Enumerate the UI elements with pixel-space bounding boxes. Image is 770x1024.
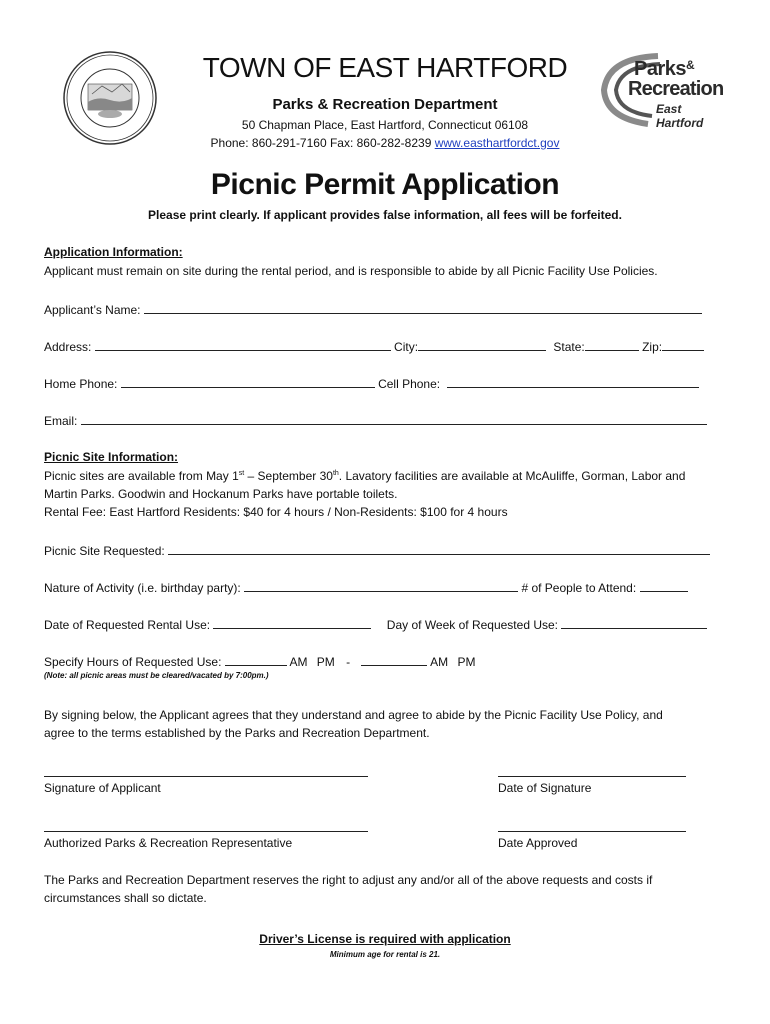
logo-east-hartford: East Hartford: [656, 102, 704, 130]
department-name: Parks & Recreation Department: [272, 96, 498, 113]
date-approved-line[interactable]: [498, 830, 686, 832]
state-field[interactable]: [585, 339, 639, 351]
application-info-text: Applicant must remain on site during the rental period, and is responsible to abide by all Picnic Facility Use Policies.: [44, 264, 658, 278]
avail-sup-st: st: [238, 470, 245, 477]
applicant-signature-line[interactable]: [44, 775, 368, 777]
hours-dash: -: [346, 655, 351, 669]
email-label: Email:: [44, 414, 78, 428]
city-field[interactable]: [418, 339, 546, 351]
clearing-note: (Note: all picnic areas must be cleared/vacated by 7:00pm.): [44, 671, 269, 680]
agreement-line1: By signing below, the Applicant agrees that they understand and agree to abide by the Picnic Facility Use Policy, and: [44, 708, 663, 722]
representative-signature-line[interactable]: [44, 830, 368, 832]
avail-text-b: – September 30: [244, 469, 333, 483]
am-label-1: AM: [289, 655, 308, 669]
logo-parks: Parks: [634, 58, 686, 80]
avail-sup-th: th: [332, 470, 339, 477]
address-row: [44, 339, 704, 354]
am-label-2: AM: [430, 655, 449, 669]
cell-phone-label: Cell Phone:: [378, 377, 441, 391]
zip-field[interactable]: [662, 339, 704, 351]
availability-line2: Martin Parks. Goodwin and Hockanum Parks have portable toilets.: [44, 487, 398, 501]
reserve-line2: circumstances shall so dictate.: [44, 891, 207, 905]
end-hour-field[interactable]: [361, 654, 427, 666]
state-label: State:: [553, 340, 585, 354]
address-field[interactable]: [95, 339, 391, 351]
availability-line1: [44, 469, 685, 483]
avail-text-a: Picnic sites are available from May 1: [44, 469, 239, 483]
logo-recreation: Recreation: [628, 78, 724, 100]
activity-field[interactable]: [244, 580, 518, 592]
activity-label: Nature of Activity (i.e. birthday party):: [44, 581, 241, 595]
home-phone-label: Home Phone:: [44, 377, 118, 391]
site-info-heading: Picnic Site Information:: [44, 450, 179, 464]
pm-label-2: PM: [457, 655, 476, 669]
people-label: # of People to Attend:: [521, 581, 637, 595]
date-of-signature-label: Date of Signature: [498, 781, 592, 795]
pm-label-1: PM: [316, 655, 335, 669]
website-link[interactable]: www.easthartfordct.gov: [434, 136, 560, 150]
form-subtitle: Please print clearly. If applicant provides false information, all fees will be forfeited.: [148, 208, 622, 222]
logo-amp: &: [686, 58, 695, 72]
minimum-age: Minimum age for rental is 21.: [329, 950, 441, 959]
date-row: [44, 617, 707, 632]
phone-fax: Phone: 860-291-7160 Fax: 860-282-8239: [210, 136, 432, 150]
activity-row: [44, 580, 688, 595]
applicant-signature-label: Signature of Applicant: [44, 781, 161, 795]
site-requested-field[interactable]: [168, 543, 710, 555]
rental-date-field[interactable]: [213, 617, 371, 629]
representative-label: Authorized Parks & Recreation Representative: [44, 836, 293, 850]
contact-line: [0, 136, 770, 150]
start-hour-field[interactable]: [225, 654, 287, 666]
address-label: Address:: [44, 340, 92, 354]
agreement-line2: agree to the terms established by the Parks and Recreation Department.: [44, 726, 430, 740]
avail-text-c: . Lavatory facilities are available at McAuliffe, Gorman, Labor and: [338, 469, 686, 483]
home-phone-field[interactable]: [121, 376, 375, 388]
department-address: 50 Chapman Place, East Hartford, Connecticut 06108: [241, 118, 529, 132]
email-row: [44, 413, 707, 428]
hours-label: Specify Hours of Requested Use:: [44, 655, 222, 669]
application-info-heading: Application Information:: [44, 245, 183, 259]
applicant-name-label: Applicant’s Name:: [44, 303, 141, 317]
city-label: City:: [394, 340, 419, 354]
date-approved-label: Date Approved: [498, 836, 578, 850]
hours-row: [44, 654, 475, 669]
day-of-week-label: Day of Week of Requested Use:: [386, 618, 558, 632]
town-title: TOWN OF EAST HARTFORD: [202, 52, 568, 83]
site-requested-row: [44, 543, 710, 558]
site-requested-label: Picnic Site Requested:: [44, 544, 165, 558]
cell-phone-field[interactable]: [447, 376, 699, 388]
zip-label: Zip:: [642, 340, 663, 354]
day-of-week-field[interactable]: [561, 617, 707, 629]
date-of-signature-line[interactable]: [498, 775, 686, 777]
phone-row: [44, 376, 699, 391]
license-requirement: Driver’s License is required with application: [259, 932, 511, 946]
email-field[interactable]: [81, 413, 707, 425]
reserve-line1: The Parks and Recreation Department reserves the right to adjust any and/or all of the above requests and costs if: [44, 873, 653, 887]
rental-fee: Rental Fee: East Hartford Residents: $40 for 4 hours / Non-Residents: $100 for 4 hours: [44, 505, 508, 519]
people-field[interactable]: [640, 580, 688, 592]
rental-date-label: Date of Requested Rental Use:: [44, 618, 211, 632]
applicant-name-row: [44, 302, 702, 317]
form-title: Picnic Permit Application: [210, 168, 560, 201]
applicant-name-field[interactable]: [144, 302, 702, 314]
